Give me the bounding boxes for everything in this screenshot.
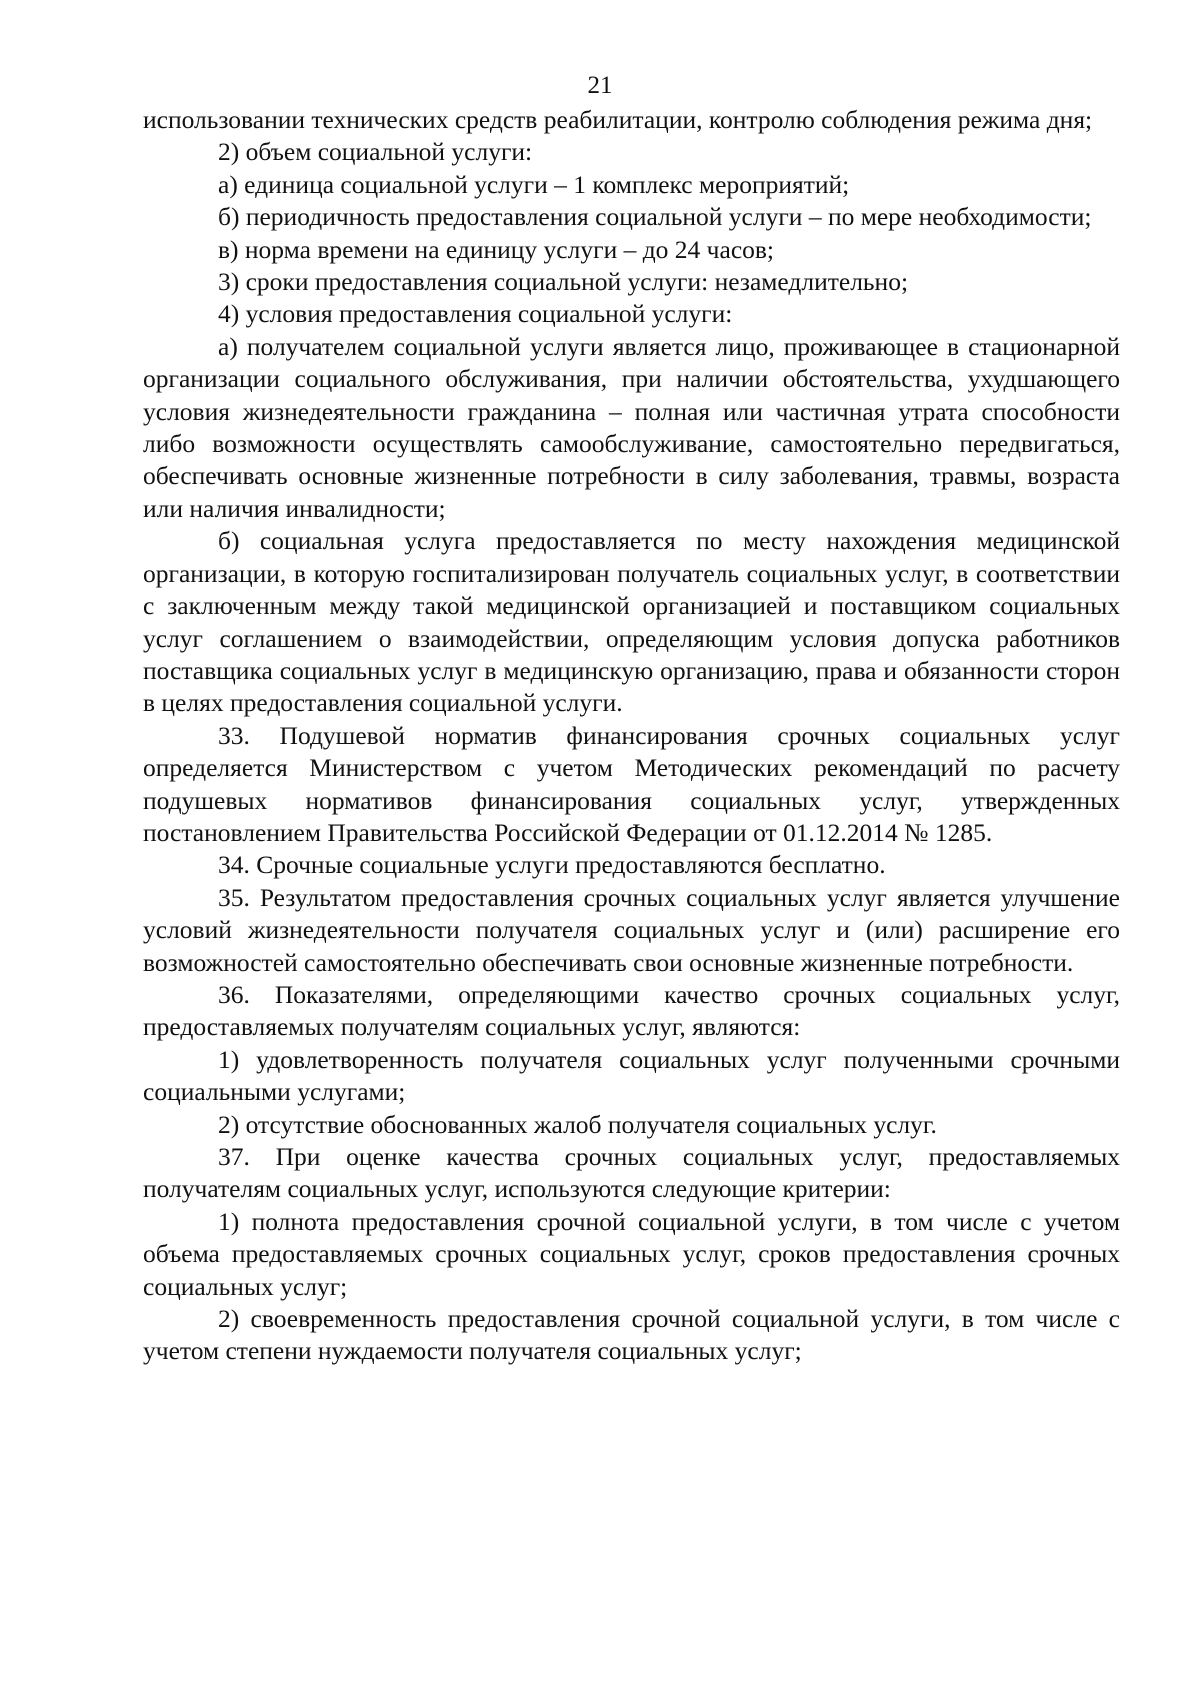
paragraph-recipient: а) получателем социальной услуги является лицо, проживающее в стационарной организации социального обслуживания, при наличии обстоятельства, ухудшающего условия жизнедеятельности гражданина – полная или частичная утрата способности либо возможности осуществлять самообслуживание, самостоятельно передвигаться, обеспечивать основные жизненные потребности в силу заболевания, травмы, возраста или наличия инвалидности; (143, 331, 1120, 523)
paragraph-service-volume: 2) объем социальной услуги: (218, 137, 533, 167)
paragraph-37: 37. При оценке качества срочных социальных услуг, предоставляемых получателям социальных услуг, используются следующие критерии: (143, 1142, 1120, 1204)
paragraph-35: 35. Результатом предоставления срочных социальных услуг является улучшение условий жизнедеятельности получателя социальных услуг и (или) расширение его возможностей самостоятельно обеспечивать свои основные жизненные потребности. (143, 882, 1120, 977)
paragraph-34: 34. Срочные социальные услуги предоставляются бесплатно. (218, 850, 886, 880)
paragraph-36-item-1: 1) удовлетворенность получателя социальных услуг полученными срочными социальными услугами; (143, 1044, 1120, 1107)
paragraph-36-item-2: 2) отсутствие обоснованных жалоб получателя социальных услуг. (218, 1109, 937, 1139)
paragraph-36: 36. Показателями, определяющими качество срочных социальных услуг, предоставляемых получателям социальных услуг, являются: (143, 979, 1120, 1042)
paragraph-time-norm: в) норма времени на единицу услуги – до 24 часов; (218, 234, 775, 264)
page-number: 21 (587, 72, 613, 99)
paragraph-service-place: б) социальная услуга предоставляется по месту нахождения медицинской организации, в которую госпитализирован получатель социальных услуг, в соответствии с заключенным между такой медицинской организацией и поставщиком социальных услуг соглашением о взаимодействии, определяющим условия допуска работников поставщика социальных услуг в медицинскую организацию, права и обязанности сторон в целях предоставления социальной услуги. (143, 526, 1120, 718)
paragraph-service-terms: 3) сроки предоставления социальной услуги: незамедлительно; (218, 267, 909, 297)
paragraph-37-item-2: 2) своевременность предоставления срочной социальной услуги, в том числе с учетом степени нуждаемости получателя социальных услуг; (143, 1304, 1120, 1366)
document-body (143, 104, 1120, 1368)
paragraph-37-item-1: 1) полнота предоставления срочной социальной услуги, в том числе с учетом объема предоставляемых срочных социальных услуг, сроков предоставления срочных социальных услуг; (143, 1206, 1120, 1301)
paragraph-continuation: использовании технических средств реабилитации, контролю соблюдения режима дня; (143, 105, 1093, 134)
paragraph-service-periodicity: б) периодичность предоставления социальной услуги – по мере необходимости; (218, 202, 1092, 232)
paragraph-service-unit: а) единица социальной услуги – 1 комплекс мероприятий; (218, 169, 850, 199)
paragraph-33: 33. Подушевой норматив финансирования срочных социальных услуг определяется Министерством с учетом Методических рекомендаций по расчету подушевых нормативов финансирования социальных услуг, утвержденных постановлением Правительства Российской Федерации от 01.12.2014 № 1285. (143, 720, 1120, 847)
paragraph-service-conditions: 4) условия предоставления социальной услуги: (218, 299, 733, 329)
